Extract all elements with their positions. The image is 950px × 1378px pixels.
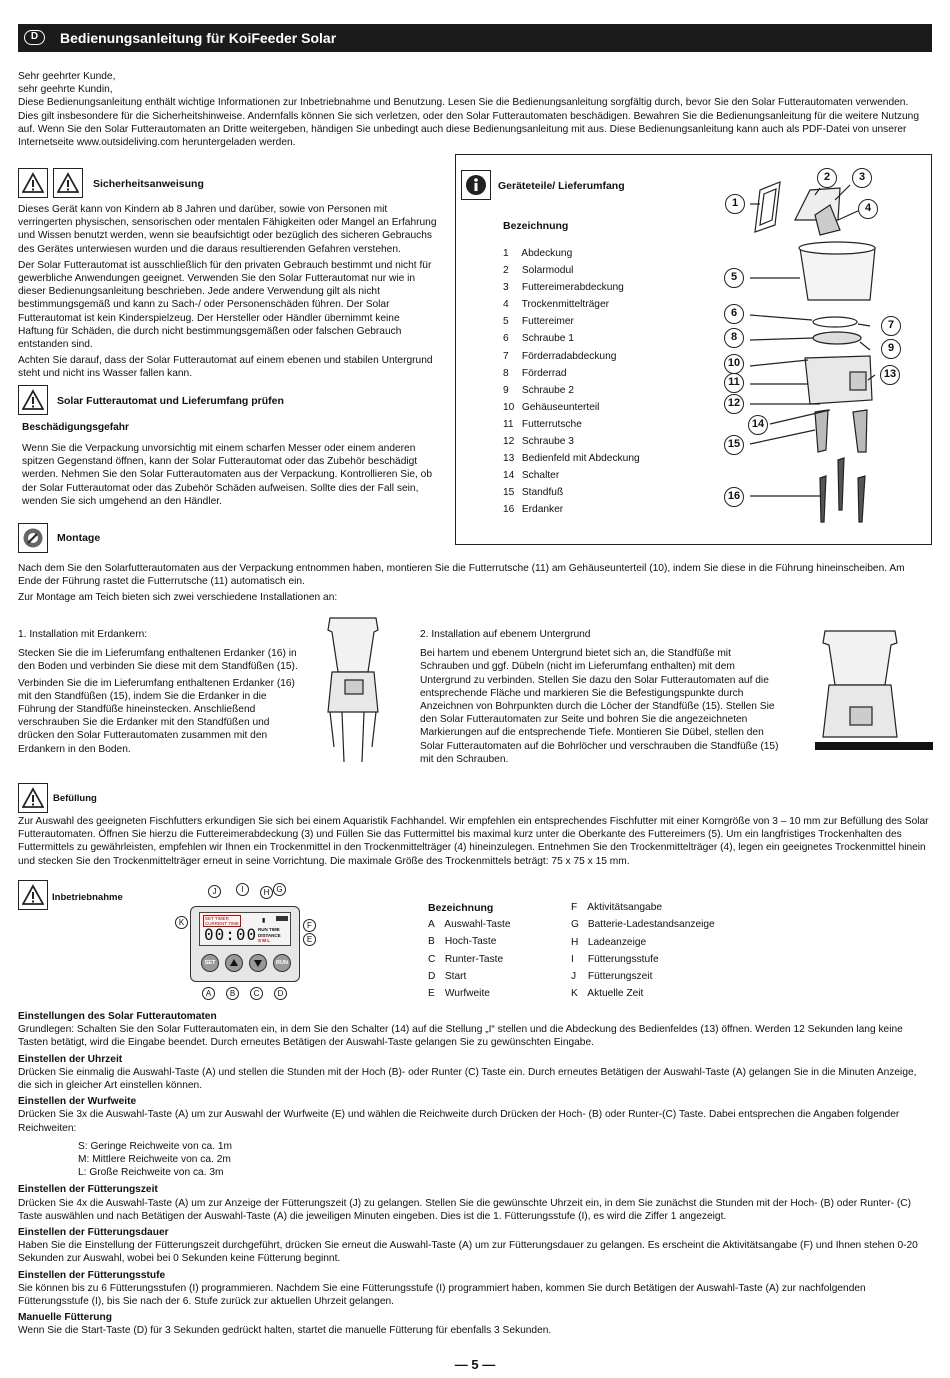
range-text: Drücken Sie 3x die Auswahl-Taste (A) um zur Auswahl der Wurfweite (E) und wählen die Reichweite durch Drücken der Hoch- (B) oder Runter-(C) Taste. Dabei entsprechen die Angaben folgender Reichweiten:	[18, 1109, 900, 1134]
warning-icon	[18, 168, 48, 198]
warning-icon-pair	[18, 168, 83, 202]
parts-list	[503, 245, 640, 519]
list-item: 12 Schraube 3	[503, 436, 574, 448]
feeder-with-anchors-illustration	[322, 612, 384, 772]
language-badge: D	[24, 30, 45, 45]
clock-text: Drücken Sie einmalig die Auswahl-Taste (A) und stellen die Stunden mit der Hoch (B)- oder Runter (C) Taste ein. Durch erneutes Betätigen der Auswahl-Taste (A) gelangen Sie in die Minuten Anzeige, die sich in gleicher Art einstellen können.	[18, 1066, 917, 1092]
time-text: Drücken Sie 4x die Auswahl-Taste (A) um zur Anzeige der Fütterungszeit (J) zu gelangen. Stellen Sie die gewünschte Uhrzeit ein, in dem Sie zunächst die Stunden mit der Hoch- (B) oder Runter- (C) Taste auswählen und nach Betätigen der Auswahl-Taste (A) die jeweiligen Minuten eingeben. Dies ist die 1. Fütterungsstufe (I), es wird die Ziffer 1 angezeigt.	[18, 1197, 911, 1222]
montage-title: Montage	[57, 532, 101, 544]
option-2-paragraph: Bei hartem und ebenem Untergrund bietet sich an, die Standfüße mit Schrauben und ggf. Dübeln (nicht im Lieferumfang enthalten) mit dem Untergrund zu verbinden. Stellen Sie dazu den Solar Futterautomaten auf die entsprechende Fläche und markieren Sie die Befestigungspunkte durch Anzeichnen von Bohrpunkten durch die Löcher der Standfüße (15). Stellen Sie den Solar Futterautomaten zur Seite und bohren Sie die angezeichneten Markierungen auf die entsprechende Tiefe. Montieren Sie Dübel, stellen den Solar Futterautomaten auf die Bohrlöcher und verschrauben die Standfüße (15) mit den Schrauben.	[420, 648, 779, 765]
montage-intro-paragraph: Zur Montage am Teich bieten sich zwei verschiedene Installationen an:	[18, 592, 338, 604]
range-title: Einstellen der Wurfweite	[18, 1096, 137, 1108]
parts-title: Geräteteile/ Lieferumfang	[498, 180, 625, 192]
label-h: H	[260, 886, 273, 899]
safety-title: Sicherheitsanweisung	[93, 178, 204, 190]
callout-10: 10	[724, 354, 744, 374]
page-title: Bedienungsanleitung für KoiFeeder Solar	[60, 30, 337, 46]
list-item: 8 Förderrad	[503, 367, 567, 379]
info-icon-box	[461, 170, 491, 204]
option-1-paragraph: Stecken Sie die im Lieferumfang enthaltenen Erdanker (16) in den Boden und verbinden Sie diese mit dem Standfüßen (15).	[18, 648, 298, 673]
down-button[interactable]	[249, 954, 267, 972]
list-item: 4 Trockenmittelträger	[503, 299, 610, 311]
install-option-1	[18, 628, 298, 759]
range-option-s: S: Geringe Reichweite von ca. 1m	[78, 1140, 233, 1152]
range-option-m: M: Mittlere Reichweite von ca. 2m	[78, 1154, 231, 1166]
callout-7: 7	[881, 316, 901, 336]
page-number: — 5 —	[454, 1357, 496, 1372]
list-item: J Fütterungszeit	[571, 971, 653, 983]
settings-title: Einstellungen des Solar Futterautomaten	[18, 1011, 217, 1022]
range-option-l: L: Große Reichweite von ca. 3m	[78, 1167, 224, 1179]
charge-icon: ▮	[262, 918, 266, 924]
legend-title: Bezeichnung	[428, 902, 494, 914]
callout-2: 2	[817, 168, 837, 188]
page-header	[18, 24, 932, 52]
list-item: K Aktuelle Zeit	[571, 988, 644, 1000]
down-arrow-icon	[250, 955, 266, 971]
option-1-paragraph: Verbinden Sie die im Lieferumfang enthaltenen Erdanker (16) mit den Standfüßen (15), indem Sie die Erdanker in die Führung der Standfüße hineinstecken. Anschließend verschrauben Sie die Erdanker mit den Standfüßen und drücken den Solar Futterautomaten zusammen mit den Erdankern in den Boden.	[18, 677, 295, 755]
warning-icon	[18, 880, 48, 910]
label-k: K	[175, 916, 188, 929]
run-time-label: RUN TIME DISTANCE S M L	[258, 927, 281, 943]
label-c: C	[250, 987, 263, 1000]
tool-icon	[18, 523, 48, 553]
list-item: 15 Standfuß	[503, 487, 564, 499]
label-i: I	[236, 883, 249, 896]
intro-section	[18, 70, 928, 149]
duration-title: Einstellen der Fütterungsdauer	[18, 1227, 169, 1239]
callout-15: 15	[724, 435, 744, 455]
list-item: 11 Futterrutsche	[503, 418, 582, 430]
list-item: 14 Schalter	[503, 470, 560, 482]
befuellung-text: Zur Auswahl des geeigneten Fischfutters erkundigen Sie sich bei einem Aquaristik Fachhandel. Wir empfehlen ein entsprechendes Fischfutter mit einer Korngröße von 3 – 10 mm zur Befüllung des Solar Futterautomaten. Öffnen Sie hierzu die Futtereimerabdeckung (3) und Füllen Sie das Futtermittel bis maximal kurz unter die Oberkante des Futtereimers (5). Um ein langfristiges Trockenhalten des Futtermittels zu gewährleisten, empfehlen wir Ihnen ein Trockenmittel in den Trockenmittelträger (4) hineinzulegen. Entnehmen Sie den Trockenmittelträger (4), legen ein geeignetes Trockenmittel hinein und stecken Sie den Trockenmittelträger erneut in seine Vorrichtung. Die maximale Größe des Trockenmittels beträgt: 75 x 75 x 15 mm.	[18, 816, 929, 867]
stage-title: Einstellen der Fütterungsstufe	[18, 1269, 166, 1281]
list-item: D Start	[428, 970, 467, 982]
list-item: C Runter-Taste	[428, 953, 504, 965]
callout-3: 3	[852, 168, 872, 188]
list-item: A Auswahl-Taste	[428, 919, 511, 930]
safety-paragraph: Der Solar Futterautomat ist ausschließlich für den privaten Gebrauch bestimmt und nicht für gewerbliche Anwendungen geeignet. Verwenden Sie den Solar Futterautomat nur wie in dieser Bedienungsanleitung beschrieben. Jede andere Verwendung gilt als nicht bestimmungsgemäß und kann zu Sach-/ oder Personenschäden führen. Der Solar Futterautomat ist kein Kinderspielzeug. Der Hersteller oder Händler übernimmt keine Haftung für Schäden, die durch nicht bestimmungsgemäßen oder falschen Gebrauch entstanden sind.	[18, 259, 432, 351]
list-item: 9 Schraube 2	[503, 384, 574, 396]
intro-paragraph: Diese Bedienungsanleitung enthält wichtige Informationen zur Inbetriebnahme und Benutzung. Lesen Sie die Bedienungsanleitung sorgfältig durch, bevor Sie den Solar Futterautomaten verwenden. Dies gilt insbesondere für die Sicherheitshinweise. Andernfalls können Sie sich verletzen, oder den Solar Futterautomaten beschädigen. Bewahren Sie die Bedienungsanleitung für die weitere Nutzung auf. Wenn Sie den Solar Futterautomaten an Dritte weitergeben, händigen Sie unbedingt auch diese Bedienungsanleitung mit aus. Diese Bedienungsanleitung kann auch als PDF-Datei von unserer Internetseite www.outsideliving.com heruntergeladen werden.	[18, 97, 920, 149]
montage-intro	[18, 562, 930, 608]
up-button[interactable]	[225, 954, 243, 972]
inbetrieb-title: Inbetriebnahme	[52, 892, 123, 903]
callout-6: 6	[724, 304, 744, 324]
battery-icon	[276, 916, 288, 921]
bucket-part	[800, 248, 875, 300]
callout-12: 12	[724, 394, 744, 414]
legend-left	[428, 916, 511, 1002]
warning-icon	[18, 385, 48, 415]
check-title: Solar Futterautomat und Lieferumfang prüfen	[57, 395, 284, 407]
montage-icon-box	[18, 523, 48, 557]
range-options	[18, 1140, 930, 1180]
safety-paragraph: Dieses Gerät kann von Kindern ab 8 Jahren und darüber, sowie von Personen mit verringerten physischen, sensorischen oder mentalen Fähigkeiten oder Mangel an Erfahrung und Wissen benutzt werden, wenn sie beaufsichtigt oder bezüglich des sicheren Gebrauchs des Gerätes unterwiesen wurden und die daraus resultierenden Gefahren verstehen.	[18, 204, 437, 255]
time-title: Einstellen der Fütterungszeit	[18, 1184, 158, 1196]
warning-icon-box	[18, 385, 48, 419]
callout-11: 11	[724, 373, 744, 393]
control-panel	[190, 906, 300, 982]
option-1-title: 1. Installation mit Erdankern:	[18, 629, 148, 640]
duration-text: Haben Sie die Einstellung der Fütterungszeit durchgeführt, drücken Sie erneut die Auswahl-Taste (A) um zur Fütterungsdauer zu gelangen. Es erscheint die Aktivitätsangabe (F) und Ihnen stehen 0-20 Sekunden zur Auswahl, wobei bei 0 Sekunden keine Fütterung beginnt.	[18, 1240, 918, 1265]
label-d: D	[274, 987, 287, 1000]
list-item: 6 Schraube 1	[503, 333, 574, 345]
list-item: B Hoch-Taste	[428, 936, 497, 948]
lcd-display	[199, 912, 291, 946]
list-item: 13 Bedienfeld mit Abdeckung	[503, 453, 640, 465]
list-item: I Fütterungsstufe	[571, 953, 659, 965]
list-item: E Wurfweite	[428, 988, 490, 1000]
safety-text	[18, 203, 438, 384]
legend-right	[571, 899, 715, 1003]
list-item: 2 Solarmodul	[503, 265, 574, 277]
clock-title: Einstellen der Uhrzeit	[18, 1053, 123, 1065]
label-j: J	[208, 885, 221, 898]
callout-13: 13	[880, 365, 900, 385]
list-item: 3 Futtereimerabdeckung	[503, 282, 624, 294]
befuellung-title: Befüllung	[53, 793, 97, 804]
manual-title: Manuelle Fütterung	[18, 1312, 112, 1324]
safety-paragraph: Achten Sie darauf, dass der Solar Futterautomat auf einem ebenen und stabilen Untergrund steht und nicht ins Wasser fallen kann.	[18, 355, 433, 380]
parts-column-label: Bezeichnung	[503, 220, 569, 232]
lcd-digits: 00:00	[204, 925, 258, 944]
montage-intro-paragraph: Nach dem Sie den Solarfutterautomaten aus der Verpackung entnommen haben, montieren Sie die Futterrutsche (11) am Gehäuseunterteil (10), indem Sie diese in die Führung hineinscheiben. Am Ende der Führung rastet die Futterrutsche (11) automatisch ein.	[18, 563, 905, 588]
label-a: A	[202, 987, 215, 1000]
greeting-line-2: sehr geehrte Kundin,	[18, 84, 113, 96]
set-timer-label: SET TIMER CURRENT TIME	[205, 916, 239, 926]
warning-icon	[18, 783, 48, 813]
stage-text: Sie können bis zu 6 Fütterungsstufen (I) programmieren. Nachdem Sie eine Fütterungsstufe (I) programmiert haben, kommen Sie durch Betätigen der Auswahl-Taste (A) zur nachfolgenden Fütterungsstufe (I), bis Sie nach der 6. Stufe zurück zur aktuellen Uhrzeit gelangen.	[18, 1282, 866, 1308]
list-item: F Aktivitätsangabe	[571, 902, 663, 913]
option-2-title: 2. Installation auf ebenem Untergrund	[420, 629, 591, 640]
list-item: 1 Abdeckung	[503, 248, 573, 259]
greeting-line-1: Sehr geehrter Kunde,	[18, 71, 116, 82]
callout-5: 5	[724, 268, 744, 288]
set-button[interactable]: SET	[201, 954, 219, 972]
inbetrieb-icon-box	[18, 880, 48, 914]
warning-icon	[53, 168, 83, 198]
label-e: E	[303, 933, 316, 946]
check-text: Wenn Sie die Verpackung unvorsichtig mit einem scharfen Messer oder einem anderen spitzen Gegenstand öffnen, kann der Solar Futterautomat oder das Zubehör beschädigt werden. Nehmen Sie den Solar Futterautomaten aus der Verpackung. Kontrollieren Sie, ob der Solar Futterautomat oder das Zubehör Schäden aufweisen. Sollte dies der Fall sein, wenden Sie sich umgehend an den Händler.	[22, 443, 433, 507]
label-g: G	[273, 883, 286, 896]
label-b: B	[226, 987, 239, 1000]
settings-basics: Grundlegen: Schalten Sie den Solar Futterautomaten ein, in dem Sie den Schalter (14) auf die Stellung „I“ stellen und die Abdeckung des Bedienfeldes (13) öffnen. Werden 12 Sekunden lang keine Tasten betätigt, wird die Eingabe beendet. Durch erneutes Betätigen der Auswahl-Taste gelangen Sie zu gewünschten Eingabe.	[18, 1024, 903, 1049]
befuellung-icon-box	[18, 783, 48, 817]
callout-14: 14	[748, 415, 768, 435]
callout-16: 16	[724, 487, 744, 507]
run-button[interactable]: RUN	[273, 954, 291, 972]
label-f: F	[303, 919, 316, 932]
info-icon	[461, 170, 491, 200]
list-item: G Batterie-Ladestandsanzeige	[571, 919, 715, 931]
callout-9: 9	[881, 339, 901, 359]
list-item: 16 Erdanker	[503, 504, 564, 516]
install-option-2	[420, 628, 780, 769]
list-item: H Ladeanzeige	[571, 936, 647, 948]
check-subtitle: Beschädigungsgefahr	[22, 422, 129, 433]
feeder-on-ground-illustration	[815, 625, 933, 751]
list-item: 10 Gehäuseunterteil	[503, 401, 600, 413]
manual-text: Wenn Sie die Start-Taste (D) für 3 Sekunden gedrückt halten, startet die manuelle Fütterung für ebenfalls 3 Sekunden.	[18, 1325, 552, 1337]
callout-1: 1	[725, 194, 745, 214]
callout-4: 4	[858, 199, 878, 219]
up-arrow-icon	[226, 955, 242, 971]
settings-section	[18, 1008, 930, 1341]
list-item: 5 Futtereimer	[503, 316, 574, 328]
callout-8: 8	[724, 328, 744, 348]
list-item: 7 Förderradabdeckung	[503, 350, 617, 362]
